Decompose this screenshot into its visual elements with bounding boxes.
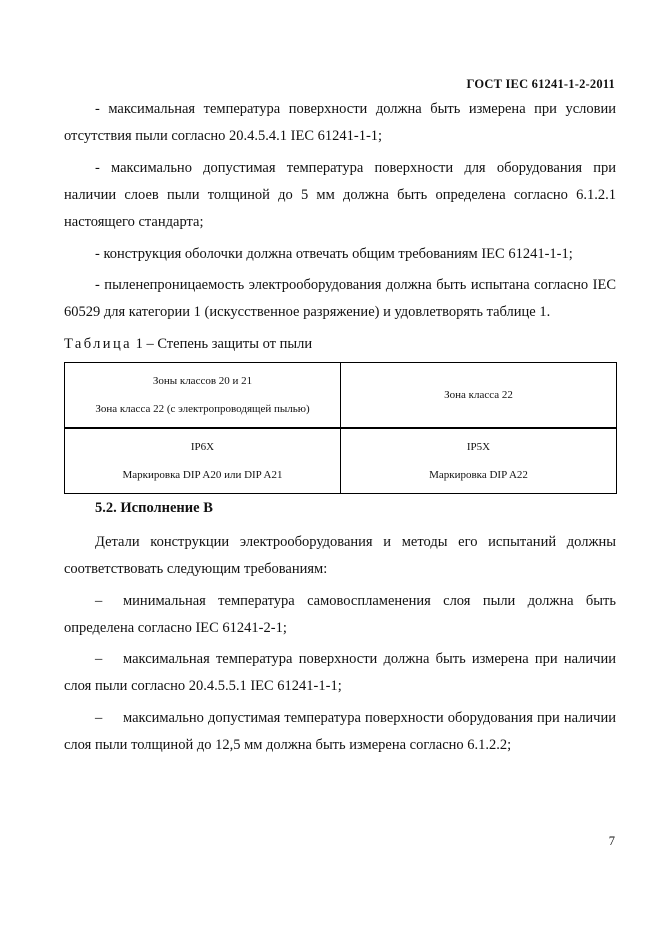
- document-header: ГОСТ IEC 61241-1-2-2011: [466, 77, 615, 91]
- cell-ip5x: IP5X: [466, 441, 491, 453]
- cell-ip6x: IP6X: [190, 441, 215, 453]
- paragraph-enclosure: - конструкция оболочки должна отвечать общим требованиям IEC 61241-1-1;: [95, 246, 573, 262]
- table-caption-text: – Степень защиты от пыли: [142, 336, 313, 352]
- paragraph-surface-temp-dust-layer: - максимально допустимая температура поверхности для оборудования при наличии слоев пыли толщиной до 5 мм должна быть определена согласно 6.1.2.1 настоящего стандарта;: [64, 160, 616, 230]
- section-intro: Детали конструкции электрооборудования и методы его испытаний должны соответствовать следующим требованиям:: [64, 534, 616, 577]
- header-zone-22-conductive: Зона класса 22 (с электропроводящей пылью): [95, 403, 310, 415]
- table-caption: [64, 334, 312, 354]
- list-dash: –: [95, 710, 103, 726]
- paragraph-dust-tightness: - пыленепроницаемость электрооборудования должна быть испытана согласно IEC 60529 для категории 1 (искусственное разряжение) и удовлетворять таблице 1.: [64, 277, 616, 320]
- table-header-cell-zone-22: [341, 363, 617, 429]
- list-item-text: минимальная температура самовоспламенения слоя пыли должна быть определена согласно IEC 61241-2-1;: [64, 593, 616, 636]
- page-number: 7: [608, 834, 615, 848]
- cell-marking-a22: Маркировка DIP A22: [429, 469, 528, 481]
- list-dash: –: [95, 593, 103, 609]
- list-item: [64, 588, 616, 642]
- table-cell-ip6x: [65, 428, 341, 494]
- paragraph-surface-temp-no-dust: - максимальная температура поверхности должна быть измерена при условии отсутствия пыли согласно 20.4.5.4.1 IEC 61241-1-1;: [64, 101, 616, 144]
- table-cell-ip5x: [341, 428, 617, 494]
- header-zones-20-21: Зоны классов 20 и 21: [152, 375, 253, 387]
- cell-marking-a20-a21: Маркировка DIP A20 или DIP A21: [122, 469, 283, 481]
- table-caption-number: 1: [135, 336, 143, 352]
- list-item-text: максимальная температура поверхности должна быть измерена при наличии слоя пыли согласно 20.4.5.5.1 IEC 61241-1-1;: [64, 651, 616, 694]
- section-title: 5.2. Исполнение В: [95, 500, 213, 516]
- table-header-row: [65, 363, 617, 429]
- list-item: [64, 646, 616, 700]
- table-caption-label: Таблица: [64, 336, 132, 352]
- table-header-cell-zones-20-21: [65, 363, 341, 429]
- list-dash: –: [95, 651, 103, 667]
- table-row: [65, 428, 617, 494]
- dust-protection-table: [64, 362, 617, 494]
- list-item: [64, 705, 616, 759]
- header-zone-22: Зона класса 22: [444, 389, 513, 401]
- list-item-text: максимально допустимая температура поверхности оборудования при наличии слоя пыли толщиной до 12,5 мм должна быть измерена согласно 6.1.2.2;: [64, 710, 616, 753]
